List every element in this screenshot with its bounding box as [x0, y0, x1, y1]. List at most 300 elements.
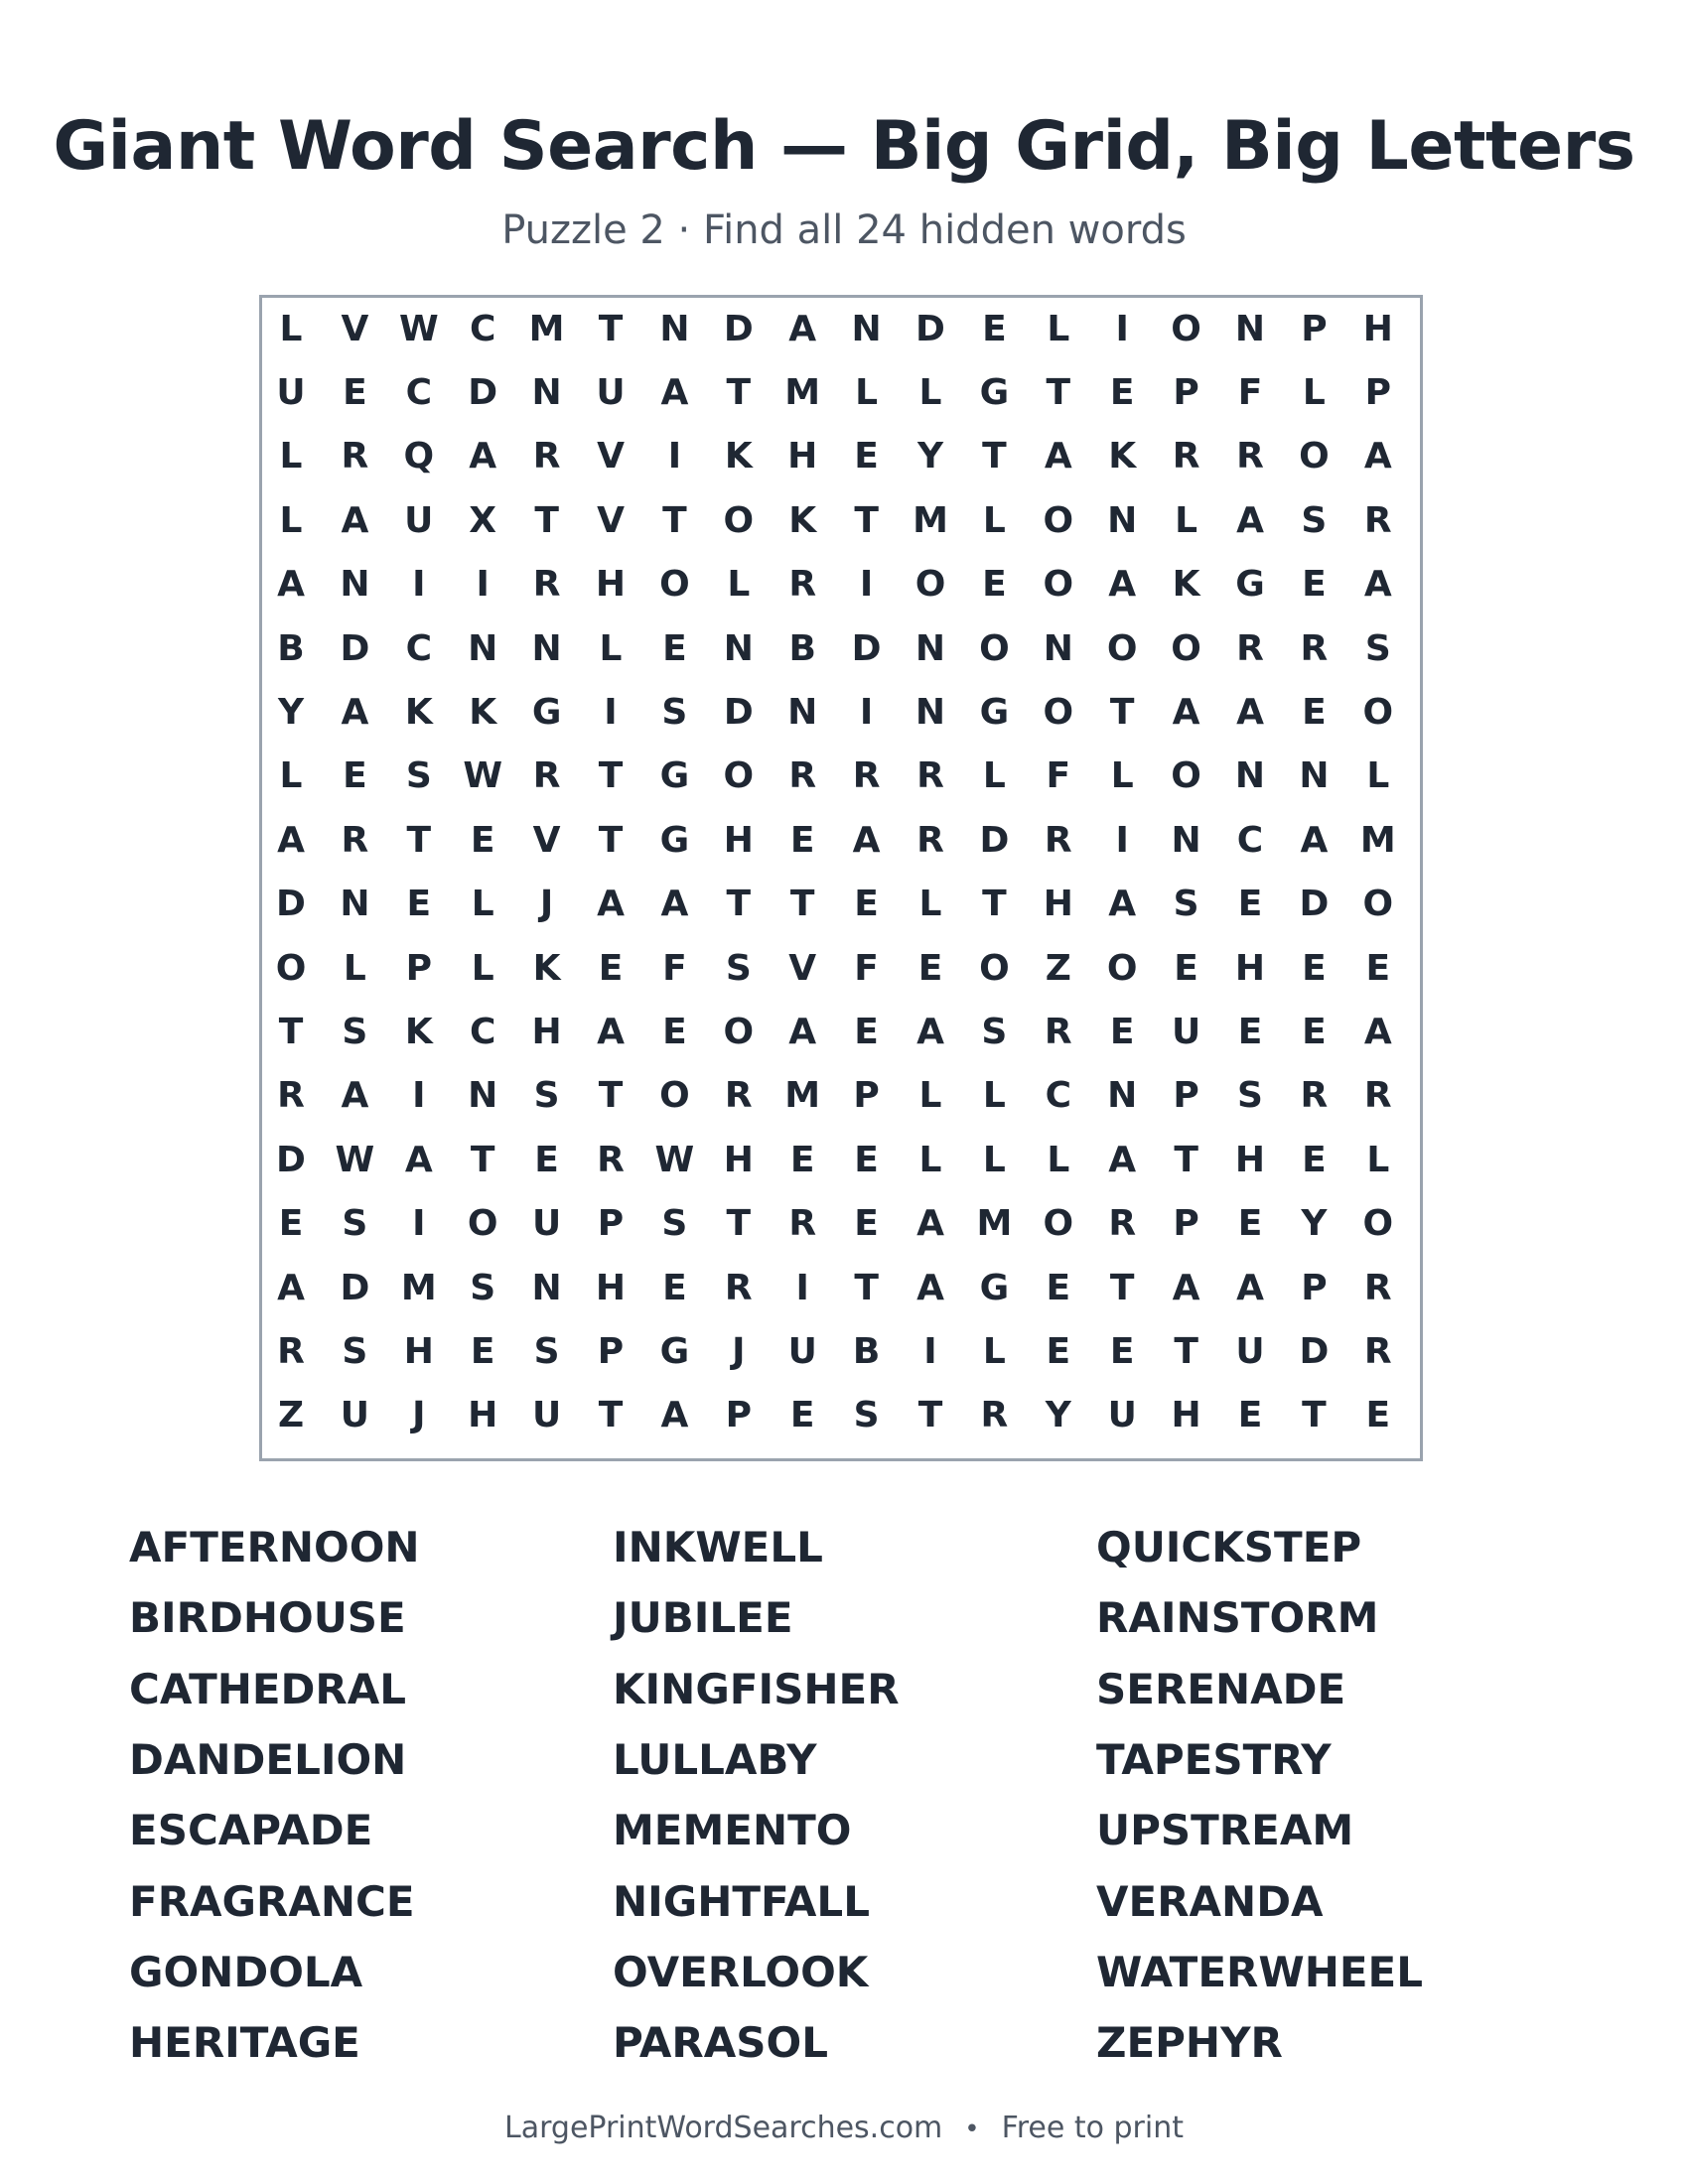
grid-cell: E — [1237, 1011, 1263, 1052]
word-list-item: SERENADE — [1096, 1664, 1346, 1713]
grid-cell: N — [723, 627, 754, 669]
grid-cell: L — [918, 1075, 942, 1117]
grid-cell: R — [532, 436, 561, 478]
grid-cell: R — [1300, 1075, 1329, 1117]
grid-cell: A — [597, 1011, 625, 1052]
grid-cell: P — [725, 1395, 752, 1436]
grid-cell: L — [1110, 755, 1134, 797]
grid-cell: L — [1175, 499, 1198, 541]
grid-cell: E — [343, 755, 367, 797]
grid-cell: H — [468, 1395, 498, 1436]
grid-cell: S — [533, 1330, 560, 1372]
grid-cell: T — [1046, 371, 1071, 413]
grid-cell: P — [1173, 1075, 1199, 1117]
grid-cell: L — [918, 1139, 942, 1180]
grid-cell: L — [471, 947, 494, 989]
grid-cell: G — [659, 755, 690, 797]
grid-cell: G — [979, 691, 1010, 733]
grid-cell: E — [662, 627, 687, 669]
grid-cell: D — [979, 819, 1010, 861]
grid-cell: U — [276, 371, 306, 413]
grid-cell: E — [1109, 1330, 1135, 1372]
grid-cell: Y — [1045, 1395, 1071, 1436]
grid-cell: O — [659, 564, 690, 606]
grid-cell: B — [277, 627, 305, 669]
grid-cell: T — [726, 371, 752, 413]
grid-cell: T — [598, 1075, 624, 1117]
grid-cell: L — [982, 1330, 1006, 1372]
grid-cell: L — [1302, 371, 1326, 413]
grid-cell: R — [852, 755, 881, 797]
grid-cell: G — [979, 1267, 1010, 1308]
grid-cell: R — [1044, 1011, 1072, 1052]
grid-cell: A — [277, 1267, 305, 1308]
grid-cell: N — [1171, 819, 1201, 861]
grid-cell: A — [1363, 436, 1392, 478]
grid-cell: A — [597, 884, 625, 925]
grid-cell: P — [1301, 308, 1328, 349]
grid-cell: S — [853, 1395, 880, 1436]
grid-cell: L — [855, 371, 879, 413]
grid-cell: R — [1108, 1203, 1137, 1245]
grid-cell: E — [534, 1139, 559, 1180]
grid-cell: P — [597, 1203, 625, 1245]
grid-cell: N — [914, 691, 946, 733]
grid-cell: R — [597, 1139, 625, 1180]
page-title: Giant Word Search — Big Grid, Big Letters — [53, 107, 1635, 186]
grid-cell: R — [916, 819, 944, 861]
grid-cell: C — [469, 1011, 496, 1052]
grid-cell: P — [1173, 371, 1199, 413]
grid-cell: K — [404, 691, 433, 733]
grid-cell: U — [596, 371, 626, 413]
grid-cell: S — [342, 1011, 368, 1052]
grid-cell: H — [723, 819, 754, 861]
grid-cell: J — [412, 1395, 426, 1436]
grid-cell: O — [914, 564, 946, 606]
grid-cell: L — [279, 308, 303, 349]
grid-cell: R — [788, 1203, 817, 1245]
grid-cell: L — [982, 499, 1006, 541]
grid-cell: U — [340, 1395, 369, 1436]
grid-cell: G — [659, 819, 690, 861]
grid-cell: R — [980, 1395, 1009, 1436]
grid-cell: K — [788, 499, 817, 541]
grid-cell: D — [340, 627, 370, 669]
grid-cell: R — [532, 755, 561, 797]
grid-cell: N — [914, 627, 946, 669]
grid-cell: O — [723, 499, 755, 541]
grid-cell: A — [469, 436, 497, 478]
grid-cell: M — [1359, 819, 1396, 861]
grid-cell: H — [787, 436, 818, 478]
grid-cell: D — [723, 691, 754, 733]
word-list-item: AFTERNOON — [129, 1523, 420, 1571]
grid-cell: R — [1236, 436, 1264, 478]
grid-cell: E — [789, 1139, 815, 1180]
grid-cell: K — [1108, 436, 1137, 478]
grid-cell: O — [1043, 691, 1074, 733]
grid-cell: S — [661, 691, 688, 733]
grid-cell: E — [1174, 947, 1198, 989]
grid-cell: E — [1109, 371, 1135, 413]
word-list-item: RAINSTORM — [1096, 1593, 1379, 1643]
grid-cell: T — [1174, 1139, 1198, 1180]
grid-cell: O — [1299, 436, 1330, 478]
page-subtitle: Puzzle 2 · Find all 24 hidden words — [501, 207, 1187, 253]
grid-cell: M — [784, 1075, 821, 1117]
grid-cell: R — [341, 819, 369, 861]
grid-cell: H — [1234, 947, 1266, 989]
grid-cell: R — [1300, 627, 1329, 669]
grid-cell: L — [279, 436, 303, 478]
grid-cell: A — [404, 1139, 433, 1180]
grid-cell: F — [854, 947, 879, 989]
grid-cell: S — [342, 1203, 368, 1245]
grid-cell: E — [1365, 1395, 1391, 1436]
grid-cell: A — [1363, 1011, 1392, 1052]
grid-cell: G — [1235, 564, 1265, 606]
grid-cell: I — [1115, 308, 1129, 349]
grid-cell: A — [916, 1203, 944, 1245]
grid-cell: L — [343, 947, 366, 989]
grid-cell: O — [659, 1075, 690, 1117]
grid-cell: E — [1302, 691, 1327, 733]
grid-cell: A — [1363, 564, 1392, 606]
grid-cell: A — [277, 819, 305, 861]
grid-cell: H — [1234, 1139, 1266, 1180]
grid-cell: T — [1174, 1330, 1198, 1372]
word-list-item: OVERLOOK — [613, 1947, 869, 1996]
grid-cell: S — [342, 1330, 368, 1372]
grid-cell: T — [854, 1267, 879, 1308]
grid-cell: E — [1302, 947, 1327, 989]
grid-cell: L — [279, 755, 303, 797]
grid-cell: A — [341, 1075, 369, 1117]
grid-cell: A — [916, 1011, 944, 1052]
grid-cell: B — [788, 627, 816, 669]
grid-cell: K — [404, 1011, 433, 1052]
grid-cell: R — [1363, 499, 1392, 541]
grid-cell: O — [1362, 884, 1394, 925]
grid-cell: H — [595, 1267, 627, 1308]
grid-cell: K — [532, 947, 561, 989]
grid-cell: N — [1234, 755, 1266, 797]
grid-cell: E — [470, 819, 495, 861]
grid-cell: H — [531, 1011, 562, 1052]
grid-cell: H — [403, 1330, 434, 1372]
grid-cell: E — [278, 1203, 304, 1245]
grid-cell: A — [1044, 436, 1072, 478]
grid-cell: F — [662, 947, 687, 989]
grid-cell: E — [982, 308, 1007, 349]
grid-cell: E — [1302, 564, 1327, 606]
grid-cell: S — [661, 1203, 688, 1245]
grid-cell: I — [667, 436, 682, 478]
grid-cell: D — [915, 308, 945, 349]
grid-cell: A — [341, 691, 369, 733]
grid-cell: F — [1237, 371, 1263, 413]
grid-cell: S — [405, 755, 432, 797]
grid-cell: K — [724, 436, 753, 478]
grid-cell: L — [982, 1075, 1006, 1117]
grid-cell: O — [723, 755, 755, 797]
grid-cell: D — [468, 371, 498, 413]
grid-cell: L — [1366, 1139, 1390, 1180]
grid-cell: E — [470, 1330, 495, 1372]
grid-cell: Y — [916, 436, 944, 478]
grid-cell: P — [1173, 1203, 1199, 1245]
grid-cell: S — [470, 1267, 496, 1308]
word-list-item: MEMENTO — [613, 1806, 852, 1855]
grid-cell: T — [534, 499, 559, 541]
grid-cell: D — [1299, 884, 1330, 925]
word-list-item: DANDELION — [129, 1734, 407, 1784]
grid-cell: O — [1362, 691, 1394, 733]
grid-cell: L — [1366, 755, 1390, 797]
grid-cell: T — [982, 436, 1007, 478]
letter-grid — [259, 295, 1423, 1461]
grid-cell: U — [1235, 1330, 1265, 1372]
grid-cell: E — [789, 1395, 815, 1436]
grid-cell: A — [788, 1011, 817, 1052]
grid-cell: L — [982, 1139, 1006, 1180]
grid-cell: U — [531, 1203, 562, 1245]
grid-cell: A — [1108, 1139, 1137, 1180]
grid-cell: R — [277, 1330, 305, 1372]
grid-cell: O — [275, 947, 307, 989]
grid-cell: N — [340, 884, 370, 925]
grid-cell: R — [341, 436, 369, 478]
grid-cell: R — [788, 564, 817, 606]
grid-cell: N — [1043, 627, 1073, 669]
grid-cell: R — [277, 1075, 305, 1117]
grid-cell: V — [788, 947, 817, 989]
grid-cell: R — [532, 564, 561, 606]
grid-cell: L — [599, 627, 623, 669]
word-list-item: PARASOL — [613, 2018, 828, 2068]
grid-cell: I — [795, 1267, 809, 1308]
grid-cell: N — [1107, 499, 1138, 541]
grid-cell: W — [398, 308, 439, 349]
grid-cell: V — [341, 308, 369, 349]
grid-cell: R — [724, 1075, 753, 1117]
grid-cell: A — [1236, 499, 1264, 541]
grid-cell: N — [468, 1075, 498, 1117]
grid-cell: W — [463, 755, 503, 797]
grid-cell: P — [1364, 371, 1391, 413]
grid-cell: G — [659, 1330, 690, 1372]
footer — [0, 2109, 1688, 2149]
grid-cell: C — [469, 308, 496, 349]
grid-cell: R — [1363, 1075, 1392, 1117]
grid-cell: I — [412, 1075, 426, 1117]
grid-cell: E — [662, 1267, 687, 1308]
grid-cell: N — [851, 308, 882, 349]
grid-cell: A — [1108, 564, 1137, 606]
grid-cell: E — [1302, 1139, 1327, 1180]
grid-cell: W — [335, 1139, 375, 1180]
grid-cell: I — [859, 691, 874, 733]
grid-cell: S — [981, 1011, 1008, 1052]
grid-cell: E — [406, 884, 432, 925]
grid-cell: A — [660, 371, 689, 413]
grid-cell: V — [597, 499, 625, 541]
grid-cell: H — [1171, 1395, 1201, 1436]
grid-cell: H — [595, 564, 627, 606]
footer-note: Free to print — [1001, 2111, 1184, 2145]
grid-cell: R — [916, 755, 944, 797]
grid-cell: A — [1236, 691, 1264, 733]
footer-separator: • — [964, 2115, 980, 2144]
grid-cell: Q — [403, 436, 435, 478]
grid-cell: E — [598, 947, 624, 989]
grid-cell: R — [1236, 627, 1264, 669]
grid-cell: M — [528, 308, 565, 349]
grid-cell: A — [852, 819, 881, 861]
grid-cell: P — [597, 1330, 625, 1372]
grid-cell: L — [471, 884, 494, 925]
grid-cell: A — [916, 1267, 944, 1308]
grid-cell: E — [1302, 1011, 1327, 1052]
grid-cell: T — [982, 884, 1007, 925]
grid-cell: A — [1236, 1267, 1264, 1308]
word-list — [129, 1522, 1579, 2094]
grid-cell: L — [918, 371, 942, 413]
grid-cell: A — [1172, 691, 1200, 733]
grid-cell: A — [277, 564, 305, 606]
grid-cell: T — [917, 1395, 943, 1436]
grid-cell: V — [597, 436, 625, 478]
grid-cell: A — [1172, 1267, 1200, 1308]
grid-cell: L — [727, 564, 751, 606]
word-list-item: UPSTREAM — [1096, 1806, 1354, 1855]
grid-cell: L — [982, 755, 1006, 797]
grid-cell: B — [852, 1330, 881, 1372]
grid-cell: T — [278, 1011, 304, 1052]
word-list-item: ZEPHYR — [1096, 2018, 1283, 2068]
grid-cell: R — [1044, 819, 1072, 861]
grid-cell: C — [405, 627, 432, 669]
word-list-item: CATHEDRAL — [129, 1664, 407, 1713]
word-list-item: GONDOLA — [129, 1947, 363, 1996]
grid-cell: U — [787, 1330, 817, 1372]
grid-cell: U — [404, 499, 434, 541]
grid-cell: S — [1364, 627, 1391, 669]
grid-cell: O — [979, 947, 1010, 989]
grid-cell: A — [660, 1395, 689, 1436]
grid-cell: O — [723, 1011, 755, 1052]
grid-cell: E — [854, 436, 879, 478]
grid-cell: T — [598, 308, 624, 349]
word-list-item: ESCAPADE — [129, 1806, 373, 1855]
grid-cell: P — [405, 947, 432, 989]
grid-cell: J — [732, 1330, 746, 1372]
grid-cell: W — [654, 1139, 695, 1180]
grid-cell: C — [1045, 1075, 1071, 1117]
grid-cell: T — [406, 819, 432, 861]
grid-cell: D — [1299, 1330, 1330, 1372]
grid-cell: M — [784, 371, 821, 413]
grid-cell: Z — [277, 1395, 305, 1436]
word-list-item: TAPESTRY — [1096, 1734, 1332, 1784]
grid-cell: Y — [277, 691, 305, 733]
grid-cell: R — [1363, 1330, 1392, 1372]
grid-cell: G — [979, 371, 1010, 413]
word-list-item: QUICKSTEP — [1096, 1523, 1362, 1571]
grid-cell: Z — [1045, 947, 1071, 989]
grid-cell: A — [341, 499, 369, 541]
grid-cell: L — [1047, 1139, 1070, 1180]
grid-cell: R — [1363, 1267, 1392, 1308]
grid-cell: V — [532, 819, 561, 861]
grid-cell: K — [469, 691, 497, 733]
grid-cell: M — [913, 499, 948, 541]
grid-cell: J — [539, 884, 554, 925]
word-list-item: NIGHTFALL — [613, 1876, 870, 1926]
word-list-item: VERANDA — [1096, 1876, 1324, 1926]
grid-cell: I — [412, 564, 426, 606]
grid-cell: T — [1302, 1395, 1327, 1436]
grid-cell: P — [1301, 1267, 1328, 1308]
grid-cell: L — [918, 884, 942, 925]
footer-site: LargePrintWordSearches.com — [504, 2111, 943, 2145]
grid-cell: D — [851, 627, 882, 669]
grid-cell: S — [1301, 499, 1328, 541]
grid-cell: O — [1043, 564, 1074, 606]
grid-cell: O — [1171, 755, 1201, 797]
grid-cell: S — [533, 1075, 560, 1117]
grid-cell: N — [1234, 308, 1266, 349]
grid-cell: F — [1046, 755, 1071, 797]
grid-cell: T — [789, 884, 815, 925]
grid-cell: E — [1365, 947, 1391, 989]
grid-cell: N — [1299, 755, 1330, 797]
grid-cell: H — [1362, 308, 1393, 349]
grid-cell: A — [660, 884, 689, 925]
grid-cell: T — [598, 755, 624, 797]
grid-cell: E — [1046, 1267, 1071, 1308]
grid-cell: E — [662, 1011, 687, 1052]
grid-cell: C — [405, 371, 432, 413]
word-list-item: WATERWHEEL — [1096, 1947, 1423, 1996]
grid-cell: E — [1237, 1203, 1263, 1245]
grid-cell: E — [854, 884, 879, 925]
grid-cell: O — [1362, 1203, 1394, 1245]
grid-cell: O — [1171, 308, 1201, 349]
grid-cell: A — [1300, 819, 1329, 861]
grid-cell: O — [1106, 627, 1138, 669]
grid-cell: E — [854, 1011, 879, 1052]
grid-cell: I — [923, 1330, 937, 1372]
grid-cell: E — [1109, 1011, 1135, 1052]
grid-cell: O — [979, 627, 1010, 669]
grid-cell: L — [1047, 308, 1070, 349]
grid-cell: R — [788, 755, 817, 797]
grid-cell: I — [412, 1203, 426, 1245]
grid-cell: N — [1107, 1075, 1138, 1117]
grid-cell: M — [400, 1267, 437, 1308]
word-list-item: JUBILEE — [613, 1593, 793, 1643]
grid-cell: E — [917, 947, 943, 989]
grid-cell: N — [531, 371, 562, 413]
word-list-item: BIRDHOUSE — [129, 1593, 406, 1643]
grid-cell: N — [531, 1267, 562, 1308]
grid-cell: I — [604, 691, 618, 733]
grid-cell: M — [976, 1203, 1013, 1245]
grid-cell: T — [1109, 1267, 1135, 1308]
grid-cell: E — [1237, 1395, 1263, 1436]
